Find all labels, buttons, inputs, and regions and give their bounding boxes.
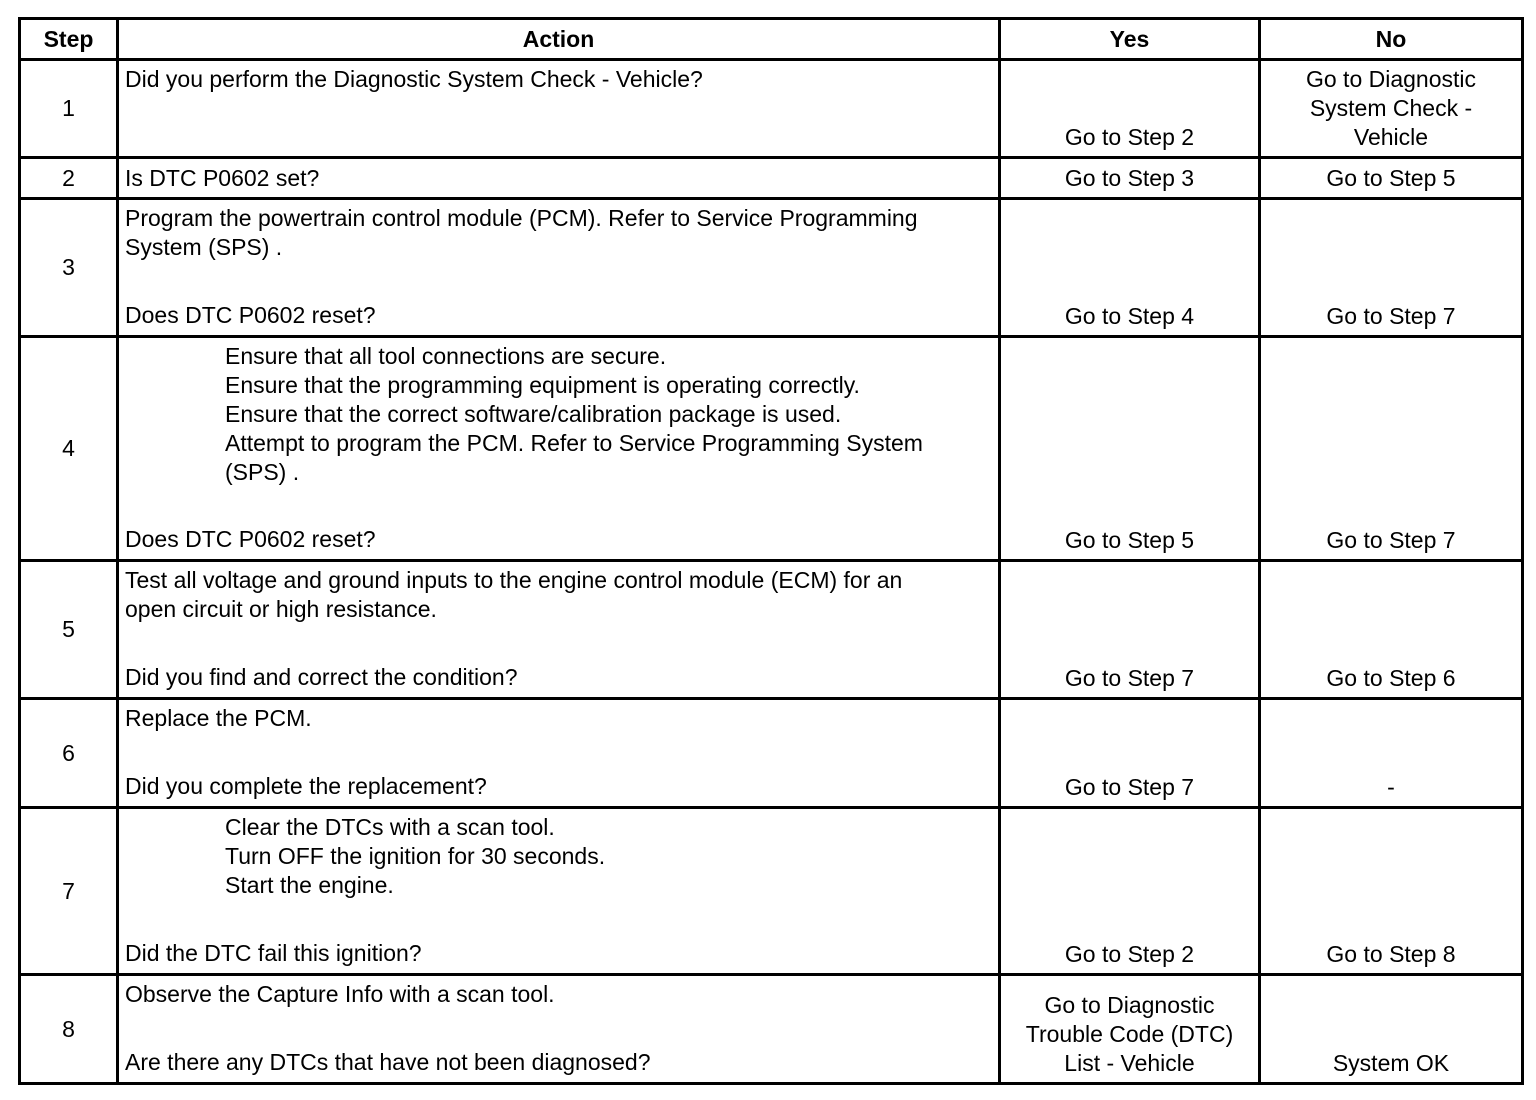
action-cell <box>118 60 1000 158</box>
action-text: Program the powertrain control module (PCM). Refer to Service Programming <box>125 205 918 231</box>
action-step-item: Turn OFF the ignition for 30 seconds. <box>225 843 606 869</box>
table-row <box>20 158 1523 199</box>
yes-text-line: List - Vehicle <box>1064 1050 1195 1076</box>
no-cell: Go to Step 6 <box>1260 561 1523 699</box>
yes-text-line: Trouble Code (DTC) <box>1025 1021 1234 1047</box>
table-row <box>20 975 1523 1084</box>
action-text: Observe the Capture Info with a scan tool. <box>125 981 555 1007</box>
action-step-item: Ensure that the correct software/calibration package is used. <box>225 401 842 427</box>
header-step: Step <box>20 19 118 60</box>
step-number: 1 <box>20 60 118 158</box>
no-cell: Go to Step 8 <box>1260 808 1523 975</box>
action-question: Did you complete the replacement? <box>125 773 487 799</box>
step-number: 8 <box>20 975 118 1084</box>
yes-cell: Go to Step 2 <box>1000 60 1260 158</box>
action-text: Test all voltage and ground inputs to the engine control module (ECM) for an <box>125 567 903 593</box>
no-cell <box>1260 60 1523 158</box>
action-step-item: Start the engine. <box>225 872 394 898</box>
action-cell <box>118 699 1000 808</box>
action-step-item: Ensure that the programming equipment is operating correctly. <box>225 372 860 398</box>
no-cell: Go to Step 7 <box>1260 337 1523 561</box>
table-row <box>20 561 1523 699</box>
action-step-item: (SPS) . <box>225 459 300 485</box>
step-number: 7 <box>20 808 118 975</box>
step-number: 2 <box>20 158 118 199</box>
yes-cell: Go to Step 7 <box>1000 561 1260 699</box>
table-row <box>20 337 1523 561</box>
action-cell <box>118 808 1000 975</box>
header-yes: Yes <box>1000 19 1260 60</box>
action-cell <box>118 158 1000 199</box>
diagnostic-table <box>18 17 1524 1085</box>
no-text-line: System Check - <box>1309 95 1473 121</box>
no-text-line: Vehicle <box>1353 124 1429 150</box>
table-row <box>20 60 1523 158</box>
yes-text-line: Go to Diagnostic <box>1044 992 1215 1018</box>
no-cell: System OK <box>1260 975 1523 1084</box>
action-text: System (SPS) . <box>125 234 283 260</box>
no-text-line: Go to Diagnostic <box>1305 66 1477 92</box>
step-number: 3 <box>20 199 118 337</box>
action-step-item: Clear the DTCs with a scan tool. <box>225 814 555 840</box>
action-cell <box>118 561 1000 699</box>
table-row <box>20 699 1523 808</box>
action-step-item: Ensure that all tool connections are secure. <box>225 343 667 369</box>
action-steps-list <box>125 813 990 900</box>
action-cell <box>118 199 1000 337</box>
action-question: Does DTC P0602 reset? <box>125 526 376 552</box>
step-number: 4 <box>20 337 118 561</box>
action-cell <box>118 975 1000 1084</box>
yes-cell: Go to Step 7 <box>1000 699 1260 808</box>
yes-cell: Go to Step 5 <box>1000 337 1260 561</box>
step-number: 6 <box>20 699 118 808</box>
header-no: No <box>1260 19 1523 60</box>
yes-cell <box>1000 975 1260 1084</box>
action-cell <box>118 337 1000 561</box>
no-cell: Go to Step 7 <box>1260 199 1523 337</box>
no-cell: - <box>1260 699 1523 808</box>
action-text: Did you perform the Diagnostic System Check - Vehicle? <box>125 66 703 92</box>
action-question: Did you find and correct the condition? <box>125 664 518 690</box>
action-text: open circuit or high resistance. <box>125 596 437 622</box>
action-question: Did the DTC fail this ignition? <box>125 940 422 966</box>
yes-cell: Go to Step 2 <box>1000 808 1260 975</box>
no-cell: Go to Step 5 <box>1260 158 1523 199</box>
action-text: Replace the PCM. <box>125 705 312 731</box>
action-step-item: Attempt to program the PCM. Refer to Service Programming System <box>225 430 923 456</box>
table-row <box>20 808 1523 975</box>
table-row <box>20 199 1523 337</box>
yes-cell: Go to Step 4 <box>1000 199 1260 337</box>
action-steps-list <box>125 342 990 487</box>
action-text: Is DTC P0602 set? <box>125 164 320 191</box>
step-number: 5 <box>20 561 118 699</box>
action-question: Does DTC P0602 reset? <box>125 302 376 328</box>
yes-cell: Go to Step 3 <box>1000 158 1260 199</box>
header-row <box>20 19 1523 60</box>
action-question: Are there any DTCs that have not been diagnosed? <box>125 1049 651 1075</box>
header-action: Action <box>118 19 1000 60</box>
